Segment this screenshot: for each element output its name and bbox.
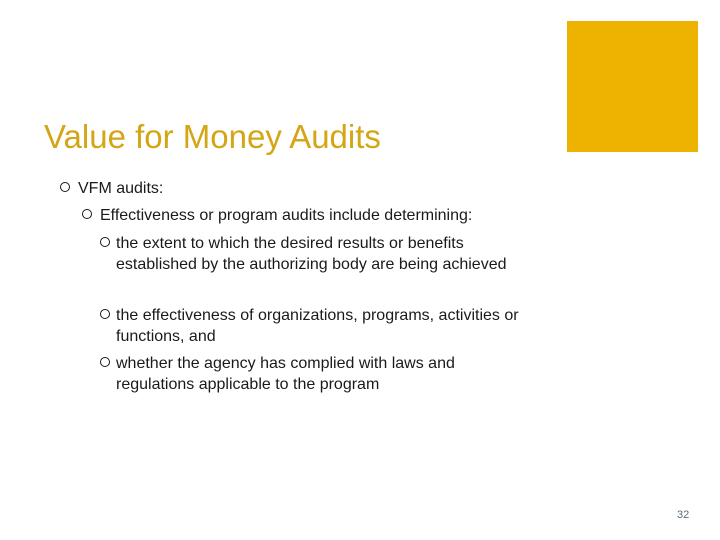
hollow-circle-bullet-icon [82, 209, 92, 219]
hollow-circle-bullet-icon [100, 357, 110, 367]
bullet-level3 [100, 305, 520, 347]
hollow-circle-bullet-icon [100, 309, 110, 319]
hollow-circle-bullet-icon [100, 237, 110, 247]
bullet-level2 [82, 205, 532, 226]
bullet-text: the effectiveness of organizations, programs, activities or functions, and [116, 307, 519, 345]
bullet-level1 [60, 178, 163, 199]
hollow-circle-bullet-icon [60, 182, 70, 192]
accent-block [567, 21, 698, 152]
bullet-level3 [100, 353, 520, 395]
bullet-text: whether the agency has complied with laws and regulations applicable to the program [116, 355, 455, 393]
bullet-level3 [100, 233, 520, 275]
bullet-text: VFM audits: [78, 180, 164, 197]
page-number: 32 [677, 509, 690, 521]
bullet-text: the extent to which the desired results or benefits established by the authorizing body are being achieved [116, 235, 507, 273]
slide-title: Value for Money Audits [44, 118, 381, 155]
bullet-text: Effectiveness or program audits include determining: [100, 207, 473, 224]
